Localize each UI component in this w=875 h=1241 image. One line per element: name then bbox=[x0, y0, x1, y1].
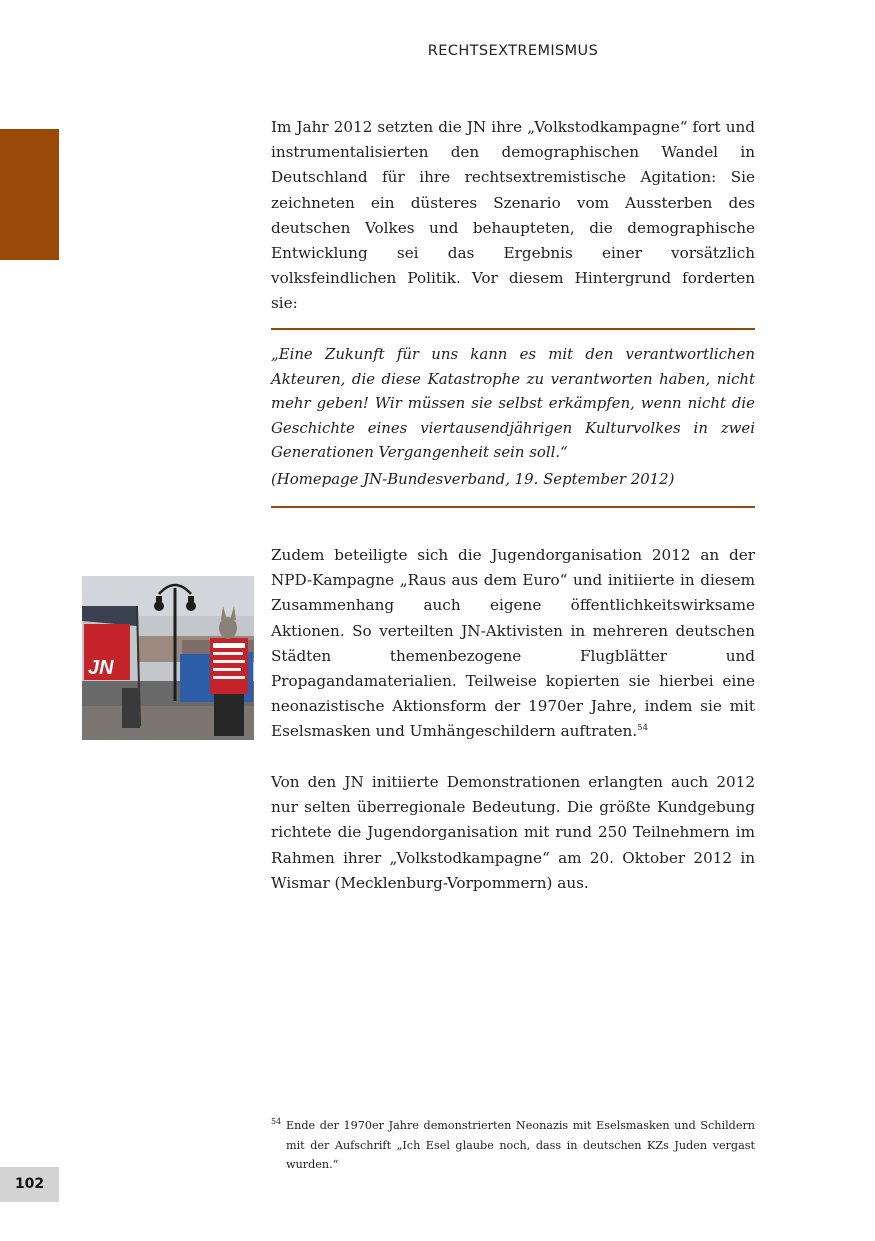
paragraph-demonstrations: Von den JN initiierte Demonstrationen erlangten auch 2012 nur selten überregionale Bedeutung. Die größte Kundgebung richtete die Jugendorganisation mit rund 250 Teilnehmern im Rahmen ihrer „Volkstodkampagne“ am 20. Oktober 2012 in Wismar (Mecklenburg-Vorpommern) aus. bbox=[271, 773, 755, 892]
page-number: 102 bbox=[0, 1167, 59, 1202]
blockquote-text: „Eine Zukunft für uns kann es mit den verantwortlichen Akteuren, die diese Katastrophe zu verantworten haben, nicht mehr geben! Wir müssen sie selbst erkämpfen, wenn nicht die Geschichte eines viertausendjährigen Kulturvolkes in zwei Generationen Vergangenheit sein soll.“ bbox=[271, 345, 755, 461]
photo-banner-text: JN bbox=[88, 657, 114, 679]
chapter-tab-marker bbox=[0, 129, 59, 260]
paragraph-campaign-text: Zudem beteiligte sich die Jugendorganisation 2012 an der NPD-Kampagne „Raus aus dem Euro“ und initiierte in diesem Zusammenhang auch eigene öffentlichkeitswirksame Aktionen. So verteilten JN-Aktivisten in mehreren deutschen Städten themenbezogene Flugblätter und Propagandamaterialien. Teilweise kopierten sie hierbei eine neonazistische Aktionsform der 1970er Jahre, indem sie mit Eselsmasken und Umhängeschildern auftraten. bbox=[271, 546, 755, 741]
paragraph-campaign bbox=[271, 543, 755, 745]
demonstration-photo bbox=[82, 576, 254, 740]
running-head: RECHTSEXTREMISMUS bbox=[427, 43, 599, 59]
footnote-text: Ende der 1970er Jahre demonstrierten Neonazis mit Eselsmasken und Schildern mit der Aufschrift „Ich Esel glaube noch, dass in deutschen KZs Juden vergast wurden.“ bbox=[286, 1119, 755, 1171]
footnote-reference: 54 bbox=[637, 723, 648, 734]
footnote-number: 54 bbox=[271, 1117, 282, 1126]
paragraph-intro: Im Jahr 2012 setzten die JN ihre „Volkstodkampagne“ fort und instrumentalisierten den demographischen Wandel in Deutschland für ihre rechtsextremistische Agitation: Sie zeichneten ein düsteres Szenario vom Aussterben des deutschen Volkes und behaupteten, die demographische Entwicklung sei das Ergebnis einer vorsätzlich volksfeindlichen Politik. Vor diesem Hintergrund forderten sie: bbox=[271, 118, 755, 313]
footnote bbox=[271, 1116, 755, 1175]
quote-rule-top bbox=[271, 328, 755, 330]
quote-rule-bottom bbox=[271, 506, 755, 508]
blockquote-source: (Homepage JN-Bundesverband, 19. September 2012) bbox=[271, 470, 675, 488]
